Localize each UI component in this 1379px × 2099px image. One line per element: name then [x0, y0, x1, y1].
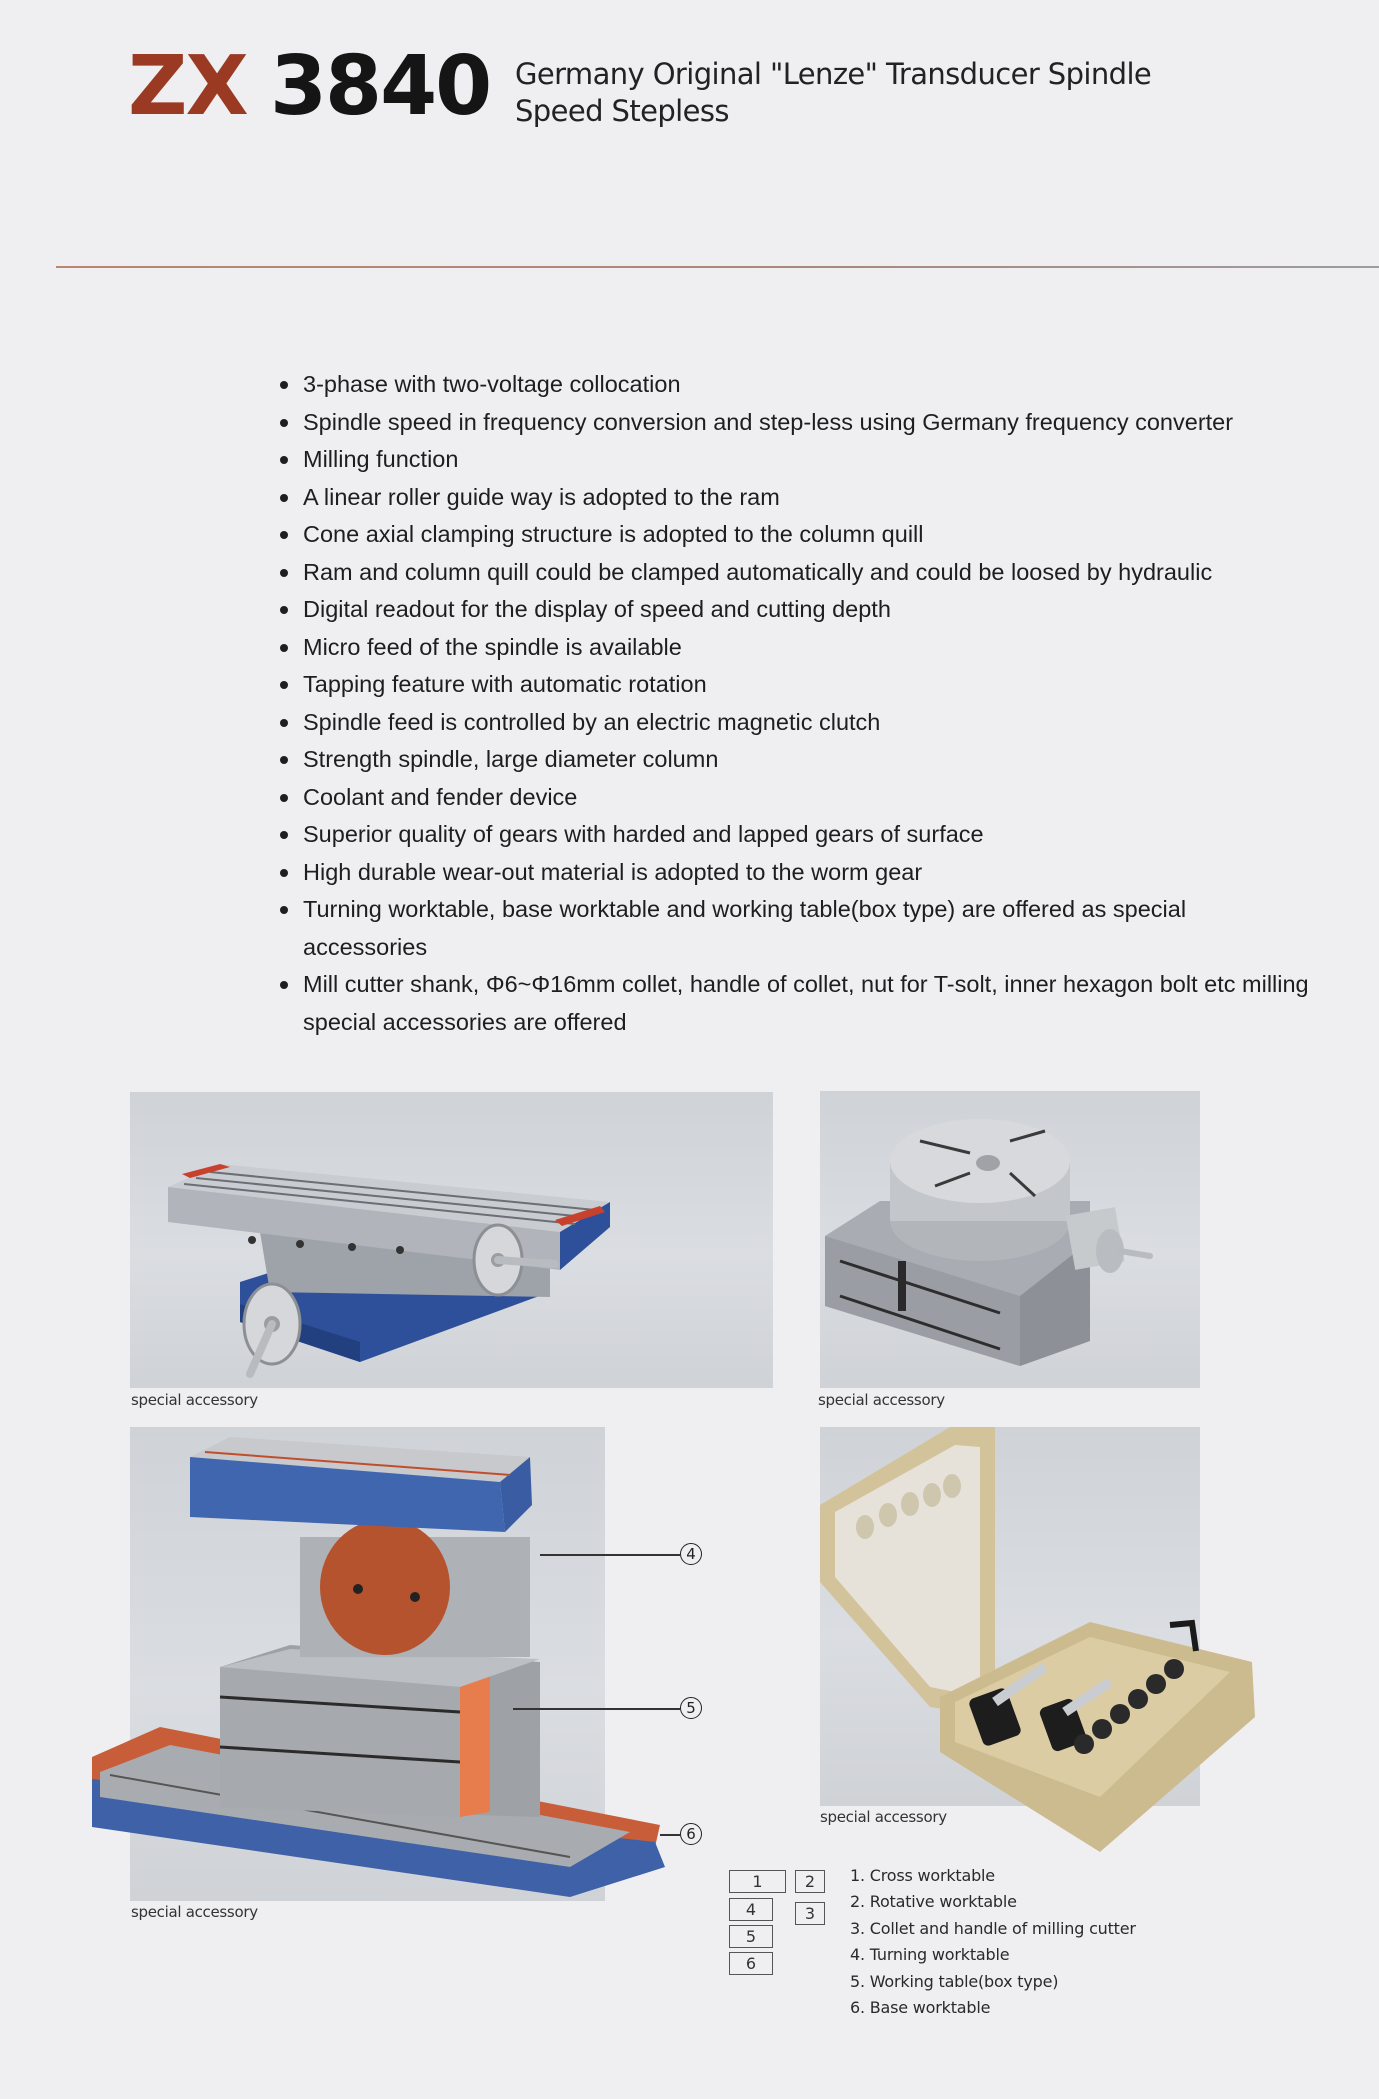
- feature-item: [272, 816, 1322, 854]
- feature-item: [272, 966, 1333, 1041]
- bullet-icon: [280, 831, 288, 839]
- callout-5: 5: [680, 1697, 702, 1719]
- photo-collet-case: [820, 1427, 1200, 1806]
- callout-4: 4: [680, 1543, 702, 1565]
- callout-6: 6: [680, 1823, 702, 1845]
- feature-text: Strength spindle, large diameter column: [303, 746, 719, 772]
- bullet-icon: [280, 644, 288, 652]
- feature-item: [272, 554, 1322, 592]
- model-prefix: ZX: [128, 39, 247, 134]
- feature-text: A linear roller guide way is adopted to the ram: [303, 483, 780, 510]
- feature-item: [272, 366, 1322, 404]
- feature-text: Turning worktable, base worktable and working table(box type) are offered as special accessories: [303, 896, 1187, 960]
- feature-text: Coolant and fender device: [303, 783, 578, 810]
- feature-text: Milling function: [303, 446, 459, 472]
- feature-text: Mill cutter shank, Φ6~Φ16mm collet, handle of collet, nut for T-solt, inner hexagon bolt etc milling special accessories are offered: [303, 971, 1309, 1035]
- feature-item: [272, 591, 1322, 629]
- photo-caption: special accessory: [818, 1391, 945, 1409]
- bullet-icon: [280, 756, 288, 764]
- feature-item: [272, 404, 1322, 442]
- feature-item: [272, 854, 1322, 892]
- bullet-icon: [280, 906, 288, 914]
- feature-item: [272, 741, 1322, 779]
- feature-item: [272, 441, 1322, 479]
- legend-item: 3. Collet and handle of milling cutter: [850, 1918, 1136, 1938]
- bullet-icon: [280, 419, 288, 427]
- key-box-2: 2: [795, 1870, 825, 1893]
- photo-caption: special accessory: [131, 1903, 258, 1921]
- rotative-worktable-illustration: [820, 1091, 1200, 1388]
- bullet-icon: [280, 794, 288, 802]
- legend-item: 6. Base worktable: [850, 1998, 991, 2018]
- subtitle: [515, 56, 1151, 130]
- header-divider: [56, 266, 1379, 268]
- feature-list: [272, 366, 1322, 1041]
- bullet-icon: [280, 531, 288, 539]
- bullet-icon: [280, 719, 288, 727]
- subtitle-line-2: Speed Stepless: [515, 94, 729, 128]
- cross-worktable-illustration: [130, 1092, 773, 1388]
- turning-box-base-illustration: [130, 1427, 605, 1901]
- bullet-icon: [280, 681, 288, 689]
- bullet-icon: [280, 569, 288, 577]
- feature-item: [272, 479, 1322, 517]
- feature-text: Cone axial clamping structure is adopted to the column quill: [303, 521, 924, 547]
- model-number: 3840: [270, 39, 491, 134]
- feature-text: 3-phase with two-voltage collocation: [303, 371, 681, 397]
- photo-rotative-worktable: [820, 1091, 1200, 1388]
- feature-item: [272, 629, 1322, 667]
- callout-line: [660, 1834, 680, 1836]
- legend-list: [850, 1863, 1136, 2021]
- photo-turning-box-base-worktable: [130, 1427, 605, 1901]
- legend-item: 1. Cross worktable: [850, 1866, 995, 1885]
- subtitle-line-1: Germany Original "Lenze" Transducer Spindle: [515, 57, 1152, 91]
- photo-caption: special accessory: [131, 1391, 258, 1409]
- bullet-icon: [280, 981, 288, 989]
- bullet-icon: [280, 381, 288, 389]
- bullet-icon: [280, 494, 288, 502]
- feature-text: Spindle speed in frequency conversion and step-less using Germany frequency converter: [303, 408, 1234, 435]
- photo-cross-worktable: [130, 1092, 773, 1388]
- bullet-icon: [280, 456, 288, 464]
- bullet-icon: [280, 869, 288, 877]
- legend-item: 2. Rotative worktable: [850, 1892, 1017, 1912]
- feature-text: Micro feed of the spindle is available: [303, 633, 682, 660]
- feature-item: [272, 704, 1322, 742]
- key-box-1: 1: [729, 1870, 786, 1893]
- feature-item: [272, 666, 1322, 704]
- key-box-3: 3: [795, 1902, 825, 1925]
- key-box-6: 6: [729, 1952, 773, 1975]
- feature-text: Tapping feature with automatic rotation: [303, 671, 707, 697]
- bullet-icon: [280, 606, 288, 614]
- key-box-5: 5: [729, 1925, 773, 1948]
- feature-item: [272, 516, 1322, 554]
- feature-item: [272, 779, 1322, 817]
- feature-text: Spindle feed is controlled by an electric magnetic clutch: [303, 708, 881, 735]
- callout-line: [540, 1554, 680, 1556]
- feature-item: [272, 891, 1293, 966]
- callout-line: [513, 1708, 680, 1710]
- feature-text: High durable wear-out material is adopted to the worm gear: [303, 858, 923, 885]
- feature-text: Superior quality of gears with harded and lapped gears of surface: [303, 821, 984, 847]
- feature-text: Ram and column quill could be clamped automatically and could be loosed by hydraulic: [303, 558, 1213, 585]
- collet-case-illustration: [820, 1427, 1200, 1806]
- photo-caption: special accessory: [820, 1808, 947, 1826]
- legend-item: 5. Working table(box type): [850, 1971, 1059, 1991]
- feature-text: Digital readout for the display of speed and cutting depth: [303, 596, 891, 622]
- key-box-4: 4: [729, 1898, 773, 1921]
- legend-item: 4. Turning worktable: [850, 1945, 1010, 1965]
